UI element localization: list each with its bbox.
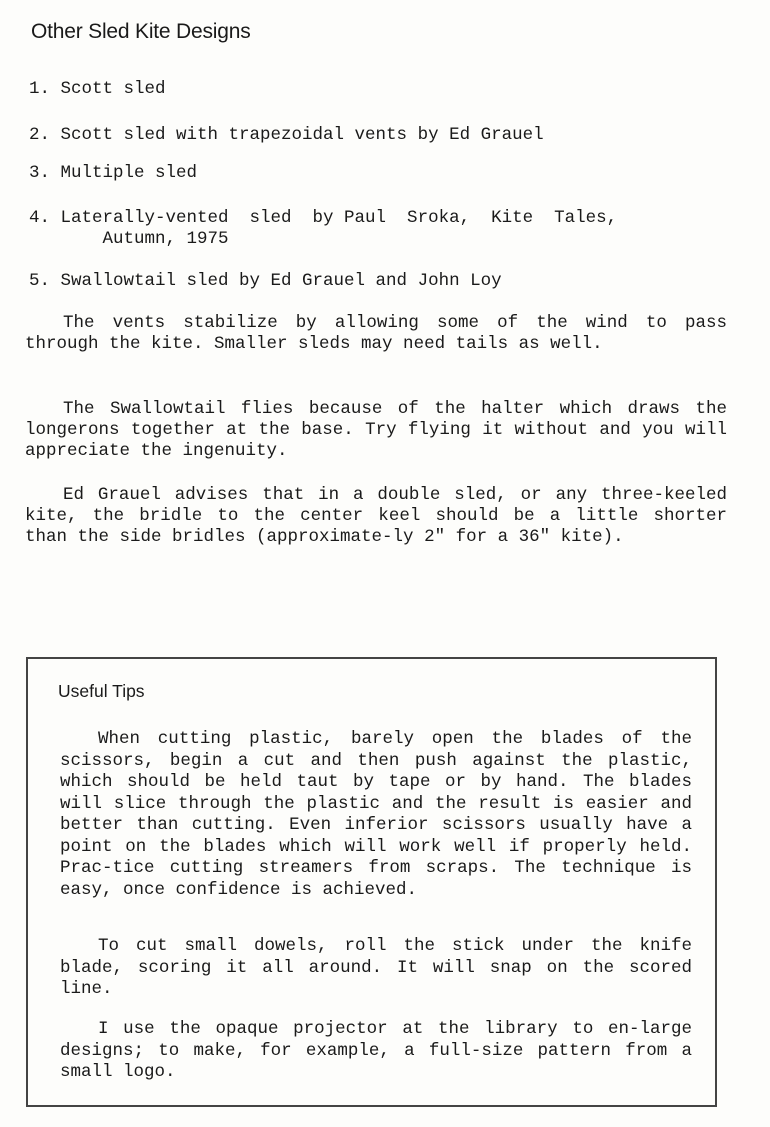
body-paragraph: The Swallowtail flies because of the halter which draws the longerons together at the base. Try flying it without and you will appreciate the ingenuity. xyxy=(25,399,727,461)
list-item-continuation: Autumn, 1975 xyxy=(71,229,229,249)
body-paragraph: Ed Grauel advises that in a double sled, or any three-keeled kite, the bridle to the center keel should be a little shorter than the side bridles (approximate-ly 2" for a 36" kite). xyxy=(25,485,727,547)
list-item: 4. Laterally-vented sled by Paul Sroka, Kite Tales, xyxy=(29,208,618,228)
tips-title: Useful Tips xyxy=(58,681,145,701)
tip-paragraph: I use the opaque projector at the library to en-large designs; to make, for example, a full-size pattern from a small logo. xyxy=(60,1019,692,1082)
list-item: 2. Scott sled with trapezoidal vents by Ed Grauel xyxy=(29,125,544,145)
page-title: Other Sled Kite Designs xyxy=(31,20,251,43)
tip-paragraph: When cutting plastic, barely open the blades of the scissors, begin a cut and then push against the plastic, which should be held taut by tape or by hand. The blades will slice through the plastic and the result is easier and better than cutting. Even inferior scissors usually have a point on the blades which will work well if properly held. Prac-tice cutting streamers from scraps. The technique is easy, once confidence is achieved. xyxy=(60,729,692,900)
list-item: 1. Scott sled xyxy=(29,79,166,99)
list-item: 3. Multiple sled xyxy=(29,163,198,183)
list-item: 5. Swallowtail sled by Ed Grauel and John Loy xyxy=(29,271,502,291)
tip-paragraph: To cut small dowels, roll the stick under the knife blade, scoring it all around. It will snap on the scored line. xyxy=(60,936,692,999)
useful-tips-box xyxy=(26,657,717,1107)
body-paragraph: The vents stabilize by allowing some of the wind to pass through the kite. Smaller sleds may need tails as well. xyxy=(25,313,727,354)
